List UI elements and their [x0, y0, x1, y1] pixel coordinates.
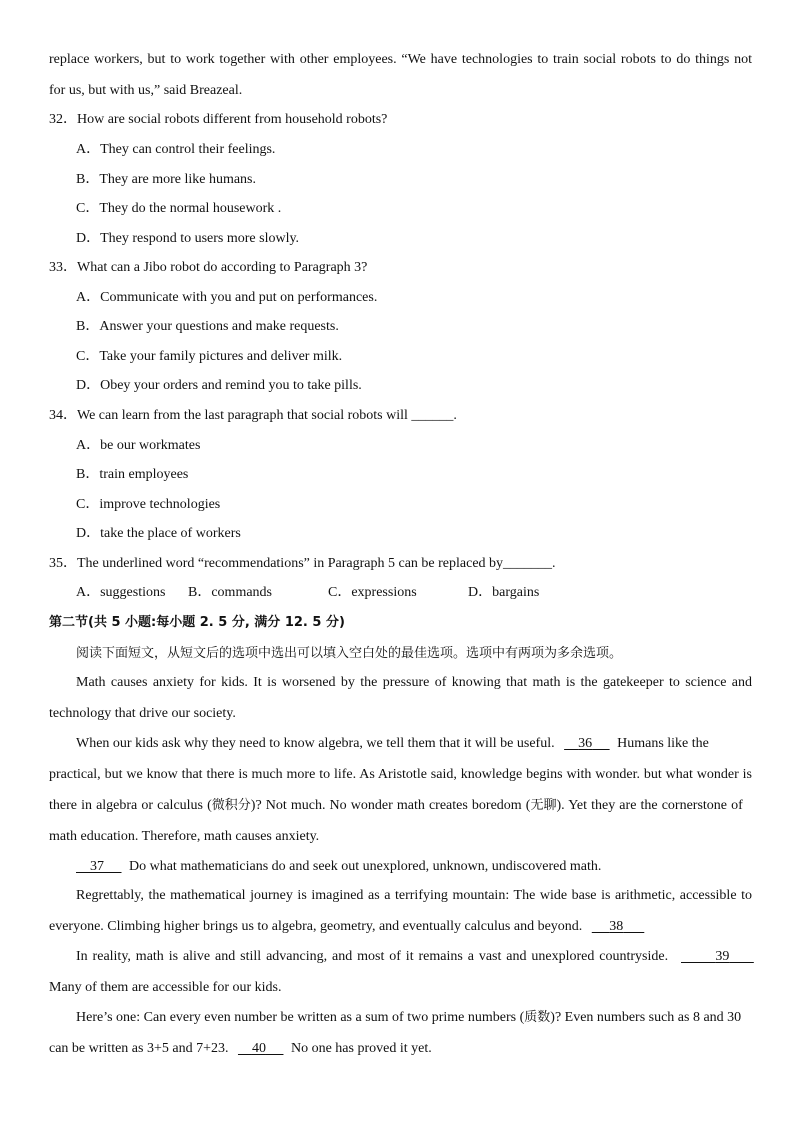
answer-option: D．take the place of workers — [76, 526, 241, 541]
answer-option: C．They do the normal housework . — [76, 201, 282, 216]
answer-option: B．commands — [188, 585, 272, 600]
question-stem: 34．We can learn from the last paragraph that social robots will ______. — [49, 408, 457, 423]
blank-37 — [76, 858, 122, 876]
paragraph-line: Many of them are accessible for our kids. — [49, 980, 282, 995]
paragraph-text: can be written as 3+5 and 7+23. — [49, 1041, 229, 1056]
section-heading: 第二节(共 5 小题:每小题 2. 5 分, 满分 12. 5 分) — [49, 615, 345, 630]
paragraph-line: practical, but we know that there is much more to life. As Aristotle said, knowledge begins with wonder. but what wonder is — [49, 767, 752, 782]
paragraph-text: everyone. Climbing higher brings us to algebra, geometry, and eventually calculus and beyond. — [49, 919, 583, 934]
answer-option: D．Obey your orders and remind you to take pills. — [76, 378, 362, 393]
paragraph-text: When our kids ask why they need to know algebra, we tell them that it will be useful. — [76, 736, 555, 751]
answer-option: C．Take your family pictures and deliver milk. — [76, 349, 343, 364]
paragraph-line — [76, 948, 754, 966]
question-stem: 35．The underlined word “recommendations” in Paragraph 5 can be replaced by_______. — [49, 556, 556, 571]
paragraph-text: there in algebra or calculus ( — [49, 798, 212, 813]
paragraph-text-cjk: 质数 — [524, 1010, 551, 1025]
answer-option: A．be our workmates — [76, 438, 201, 453]
blank-number: 38 — [609, 919, 624, 934]
paragraph-line: Regrettably, the mathematical journey is imagined as a terrifying mountain: The wide base is arithmetic, accessible to — [76, 888, 752, 903]
paragraph-line — [76, 735, 709, 753]
paragraph-line — [49, 797, 752, 815]
answer-option: A．suggestions — [76, 585, 166, 600]
answer-option: B．Answer your questions and make requests. — [76, 319, 339, 334]
blank-number: 39 — [715, 949, 730, 964]
answer-option: C．expressions — [328, 585, 417, 600]
section-instruction: 阅读下面短文，从短文后的选项中选出可以填入空白处的最佳选项。选项中有两项为多余选项。 — [76, 646, 623, 661]
question-stem: 33．What can a Jibo robot do according to Paragraph 3? — [49, 260, 368, 275]
paragraph-text: Do what mathematicians do and seek out unexplored, unknown, undiscovered math. — [129, 859, 602, 874]
answer-option: D．They respond to users more slowly. — [76, 231, 300, 246]
paragraph-line — [76, 858, 601, 876]
paragraph-line — [49, 918, 644, 936]
paragraph-text: Humans like the — [617, 736, 709, 751]
paragraph-line: technology that drive our society. — [49, 706, 236, 721]
blank-number: 40 — [251, 1041, 266, 1056]
paragraph-text: No one has proved it yet. — [290, 1041, 432, 1056]
answer-option: A．Communicate with you and put on performances. — [76, 290, 378, 305]
paragraph-text: Here’s one: Can every even number be written as a sum of two prime numbers ( — [76, 1010, 525, 1025]
paragraph-text-cjk: 无聊 — [530, 798, 557, 813]
answer-option: A．They can control their feelings. — [76, 142, 276, 157]
passage-line: for us, but with us,” said Breazeal. — [49, 83, 243, 98]
blank-number: 37 — [90, 859, 104, 874]
blank-38 — [592, 918, 645, 936]
paragraph-text: )? Even numbers such as 8 and 30 — [550, 1010, 742, 1025]
question-stem: 32．How are social robots different from household robots? — [49, 112, 388, 127]
answer-option: B．They are more like humans. — [76, 172, 257, 187]
paragraph-line: math education. Therefore, math causes anxiety. — [49, 829, 320, 844]
blank-40 — [238, 1040, 284, 1058]
answer-option: D．bargains — [468, 585, 540, 600]
blank-39 — [681, 948, 754, 966]
paragraph-text: ). Yet they are the cornerstone of — [556, 798, 743, 813]
passage-line: replace workers, but to work together with other employees. “We have technologies to train social robots to do things not — [49, 52, 752, 67]
paragraph-text-cjk: 微积分 — [211, 798, 251, 813]
paragraph-text: )? Not much. No wonder math creates boredom ( — [250, 798, 531, 813]
blank-36 — [564, 735, 610, 753]
blank-number: 36 — [578, 736, 593, 751]
paragraph-line — [49, 1040, 432, 1058]
answer-option: C．improve technologies — [76, 497, 221, 512]
answer-option: B．train employees — [76, 467, 189, 482]
paragraph-line — [76, 1009, 752, 1027]
paragraph-line: Math causes anxiety for kids. It is worsened by the pressure of knowing that math is the gatekeeper to science and — [76, 675, 752, 690]
paragraph-text: In reality, math is alive and still advancing, and most of it remains a vast and unexplored countryside. — [76, 949, 669, 964]
